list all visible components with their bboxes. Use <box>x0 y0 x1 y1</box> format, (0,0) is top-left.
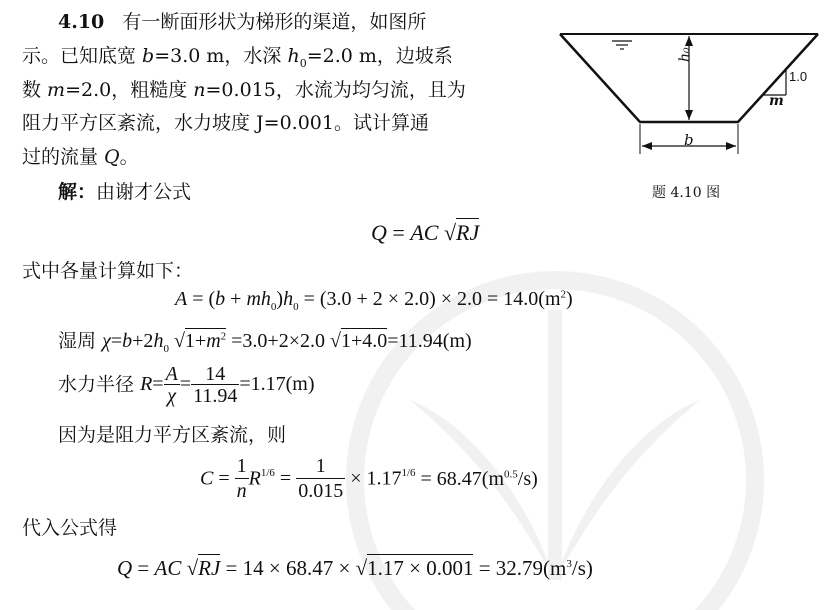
wet-perimeter-label: 湿周 <box>58 330 97 352</box>
problem-line-5: 过的流量 Q。 <box>22 146 139 168</box>
problem-number: 4.10 <box>58 11 105 33</box>
figure-caption: 题 4.10 图 <box>652 185 721 201</box>
figure-label-h0: h₀ <box>677 47 693 62</box>
figure-label-b: b <box>684 131 694 149</box>
problem-line-4: 阻力平方区紊流，水力坡度 J=0.001。试计算通 <box>22 112 429 134</box>
chezy-formula: Q = AC √RJ <box>371 220 480 245</box>
solution-intro <box>58 183 191 202</box>
calc-intro: 式中各量计算如下： <box>22 260 194 282</box>
figure-label-slope: 1.0 <box>789 69 808 84</box>
turbulent-text: 因为是阻力平方区紊流，则 <box>58 424 287 446</box>
problem-line-3: 数 m=2.0，粗糙度 n=0.015，水流为均匀流，且为 <box>22 79 466 101</box>
area-equation: $A = (b + mh_0)h_0 = (3.0 + 2 \times 2.0) \times 2.0 = 14.0(m^2)$ <box>175 288 573 313</box>
problem-line-1: 4.10 有一断面形状为梯形的渠道，如图所 <box>58 11 427 33</box>
solution-label: 解： <box>58 181 97 203</box>
radius-label: 水力半径 <box>58 373 135 396</box>
final-equation: Q = AC $√RJ = 14 \times 68.47 \times √1.17 \times 0.001 = 32.79(m^3/s)$ <box>117 556 593 580</box>
problem-line-2: 示。已知底宽 b=3.0 m，水深 $h_0=2.0$ m，边坡系 <box>22 45 453 70</box>
radius-line: 水力半径 R= $\frac{A}{\chi}$ = $\frac{14}{11.94}$ =1.17(m) <box>58 363 315 407</box>
wet-perimeter-line: 湿周 $\chi=b+2h_0$ $√1+m^2 =3.0+2\times 2.0$ √1+4.0=11.94(m) <box>58 330 472 355</box>
c-equation: C = $\frac{1}{n}$ $R^{1/6}$ = $\frac{1}{0.015}$ × $1.17^{1/6} = 68.47(m^{0.5}/s)$ <box>200 455 538 502</box>
figure-label-m: m <box>769 93 784 109</box>
substitute-text: 代入公式得 <box>22 517 118 539</box>
solution-intro-text: 由谢才公式 <box>96 181 192 203</box>
